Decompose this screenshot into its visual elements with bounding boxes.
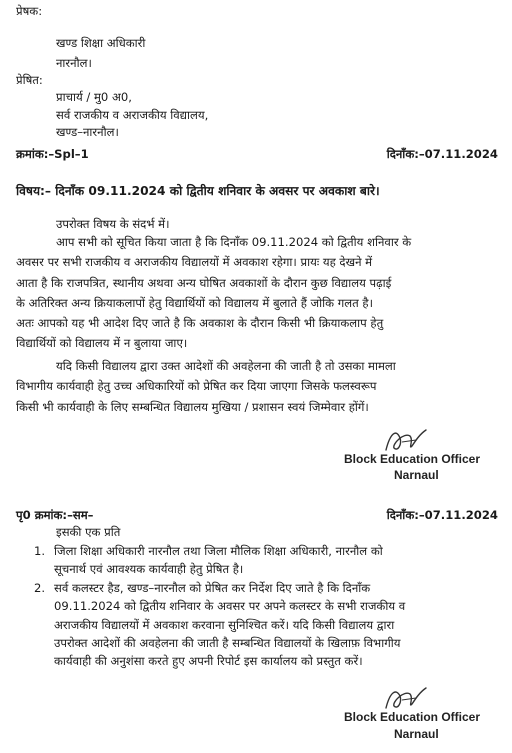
para2-line: यदि किसी विद्यालय द्वारा उक्त आदेशों की अवहेलना की जाती है तो उसका मामला (56, 359, 396, 373)
reference-number: क्रमांक:–Spl–1 (16, 147, 89, 161)
item-line: कार्यवाही की अनुशंसा करते हुए अपनी रिपोर्ट इस कार्यालय को प्रस्तुत करें। (54, 654, 363, 669)
item-number: 2. (34, 580, 46, 595)
endorsement-item (16, 542, 500, 579)
endorsement-list (16, 542, 500, 671)
signature-place: Narnaul (394, 727, 439, 741)
endorsement-number: पृ0 क्रमांक:–सम– (16, 508, 94, 522)
endorsement-item (16, 579, 500, 671)
body-intro: उपरोक्त विषय के संदर्भ में। (56, 217, 170, 231)
item-line: सूचनार्थ एवं आवश्यक कार्यवाही हेतु प्रेषित है। (54, 562, 244, 577)
para1-line: अवसर पर सभी राजकीय व अराजकीय विद्यालयों में अवकाश रहेगा। प्रायः यह देखने में (16, 255, 373, 270)
item-number: 1. (34, 544, 46, 558)
reference-date: दिनाँक:–07.11.2024 (386, 147, 498, 161)
item-line: 09.11.2024 को द्वितीय शनिवार के अवसर पर अपने कलस्टर के सभी राजकीय व (54, 599, 406, 614)
item-line: जिला शिक्षा अधिकारी नारनौल तथा जिला मौलिक शिक्षा अधिकारी, नारनौल को (54, 544, 383, 558)
to-line-block: खण्ड–नारनौल। (56, 125, 119, 139)
endorsement-date: दिनाँक:–07.11.2024 (386, 508, 498, 522)
item-line: उपरोक्त आदेशों की अवहेलना की जाती है सम्बन्धित विद्यालयों के खिलाफ़ विभागीय (54, 636, 401, 651)
item-line: सर्व कलस्टर हैड, खण्ड–नारनौल को प्रेषित कर निर्देश दिए जाते है कि दिनाँक (54, 580, 371, 595)
from-label: प्रेषक: (16, 4, 43, 18)
para1-line: आप सभी को सूचित किया जाता है कि दिनाँक 09.11.2024 को द्वितीय शनिवार के (56, 235, 412, 249)
from-line-office: खण्ड शिक्षा अधिकारी (56, 36, 146, 50)
signature-title: Block Education Officer (344, 452, 481, 466)
to-line-addressee: प्राचार्य / मु0 अ0, (56, 90, 132, 104)
to-label: प्रेषित: (16, 73, 43, 87)
from-line-place: नारनौल। (56, 56, 92, 70)
para1-line: विद्यार्थियों को विद्यालय में न बुलाया जाए। (16, 336, 188, 351)
to-line-schools: सर्व राजकीय व अराजकीय विद्यालय, (56, 108, 209, 122)
para1-line: के अतिरिक्त अन्य क्रियाकलापों हेतु विद्यार्थियों को विद्यालय में बुलाते हैं जोकि गलत है। (16, 295, 373, 310)
subject-line: विषय:– दिनाँक 09.11.2024 को द्वितीय शनिवार के अवसर पर अवकाश बारे। (16, 184, 380, 198)
para2-line: किसी भी कार्यवाही के लिए सम्बन्धित विद्यालय मुखिया / प्रशासन स्वयं जिम्मेवार होंगें। (16, 399, 369, 414)
signature-title: Block Education Officer (344, 710, 481, 724)
para2-line: विभागीय कार्यवाही हेतु उच्च अधिकारियों को प्रेषित कर दिया जाएगा जिसके फलस्वरूप (16, 379, 377, 394)
item-line: अराजकीय विद्यालयों में अवकाश करवाना सुनिश्चित करें। यदि किसी विद्यालय द्वारा (54, 617, 395, 632)
body-paragraph-1 (16, 232, 500, 354)
para1-line: अतः आपको यह भी आदेश दिए जाते है कि अवकाश के दौरान किसी भी क्रियाकलाप हेतु (16, 316, 384, 331)
body-paragraph-2 (16, 356, 500, 417)
signature-place: Narnaul (394, 468, 439, 482)
copy-line: इसकी एक प्रति (56, 525, 121, 539)
para1-line: आता है कि राजपत्रित, स्थानीय अथवा अन्य घोषित अवकाशों के दौरान कुछ विद्यालय पढ़ाई (16, 275, 392, 290)
